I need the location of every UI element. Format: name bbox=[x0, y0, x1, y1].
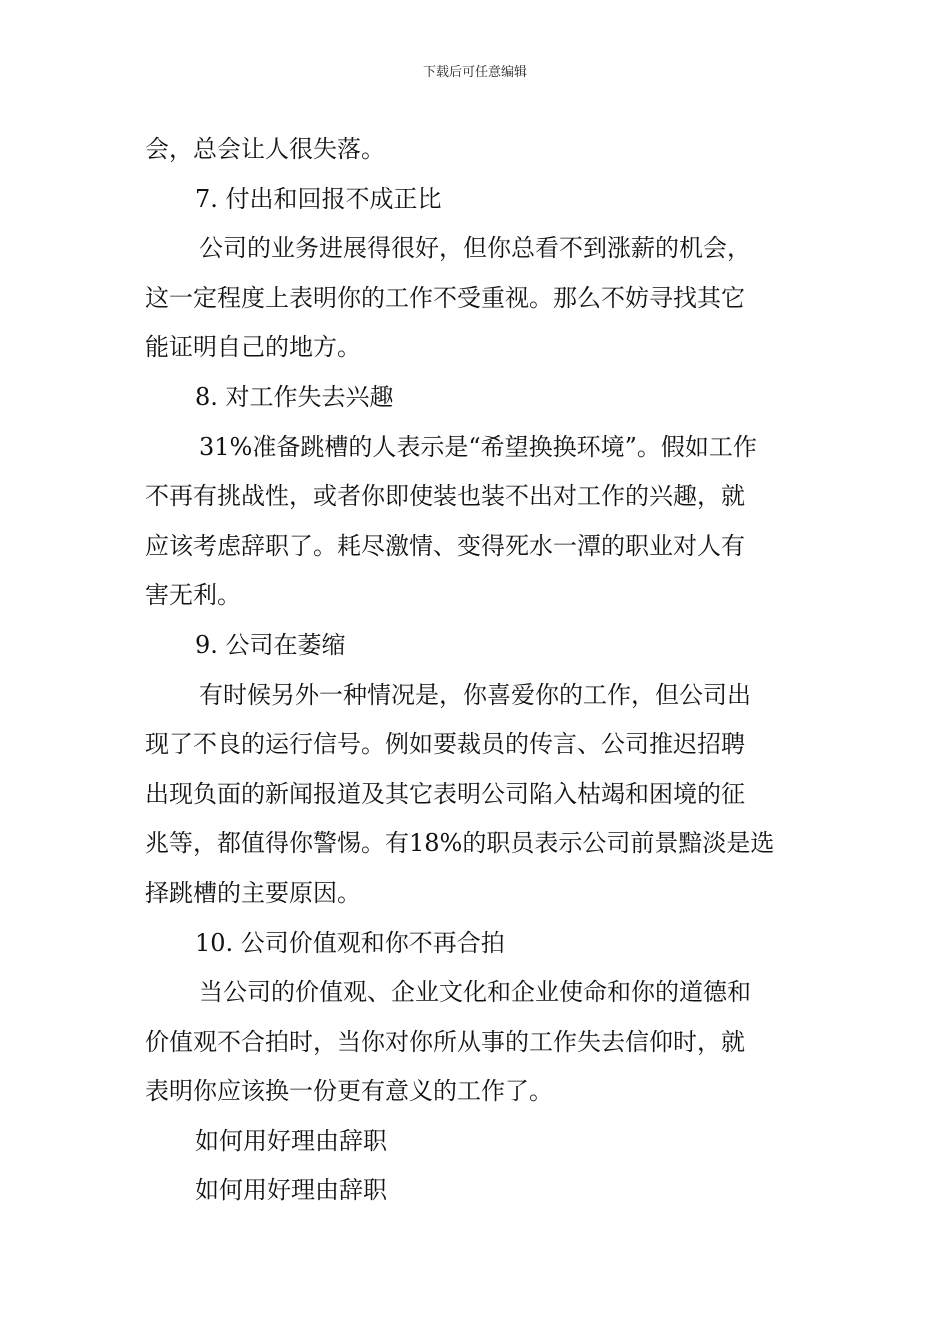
paragraph-line: 表明你应该换一份更有意义的工作了。 bbox=[145, 1077, 553, 1106]
paragraph-line: 31%准备跳槽的人表示是“希望换换环境”。假如工作 bbox=[199, 432, 757, 461]
subheading: 如何用好理由辞职 bbox=[195, 1126, 387, 1155]
paragraph-line: 现了不良的运行信号。例如要裁员的传言、公司推迟招聘 bbox=[145, 730, 745, 759]
paragraph-line: 公司的业务进展得很好，但你总看不到涨薪的机会， bbox=[199, 234, 751, 263]
subheading: 如何用好理由辞职 bbox=[195, 1176, 387, 1205]
paragraph-line: 择跳槽的主要原因。 bbox=[145, 878, 361, 907]
page-header: 下载后可任意编辑 bbox=[422, 65, 527, 80]
paragraph-line: 会，总会让人很失落。 bbox=[145, 135, 385, 163]
section-heading-9: 9. 公司在萎缩 bbox=[195, 630, 346, 659]
paragraph-line: 出现负面的新闻报道及其它表明公司陷入枯竭和困境的征 bbox=[145, 779, 745, 808]
section-heading-8: 8. 对工作失去兴趣 bbox=[195, 382, 394, 411]
paragraph-line: 当公司的价值观、企业文化和企业使命和你的道德和 bbox=[199, 978, 751, 1007]
paragraph-line: 害无利。 bbox=[145, 581, 241, 610]
section-heading-7: 7. 付出和回报不成正比 bbox=[195, 184, 442, 213]
paragraph-line: 能证明自己的地方。 bbox=[145, 333, 361, 362]
paragraph-line: 不再有挑战性，或者你即使装也装不出对工作的兴趣，就 bbox=[145, 482, 745, 511]
section-heading-10: 10. 公司价值观和你不再合拍 bbox=[195, 928, 505, 957]
paragraph-line: 应该考虑辞职了。耗尽激情、变得死水一潭的职业对人有 bbox=[145, 531, 745, 560]
paragraph-line: 兆等，都值得你警惕。有18%的职员表示公司前景黯淡是选 bbox=[145, 829, 775, 858]
paragraph-line: 价值观不合拍时，当你对你所从事的工作失去信仰时，就 bbox=[145, 1027, 745, 1056]
document-body bbox=[145, 125, 810, 1216]
paragraph-line: 这一定程度上表明你的工作不受重视。那么不妨寻找其它 bbox=[145, 283, 745, 312]
paragraph-line: 有时候另外一种情况是，你喜爱你的工作，但公司出 bbox=[199, 680, 751, 709]
